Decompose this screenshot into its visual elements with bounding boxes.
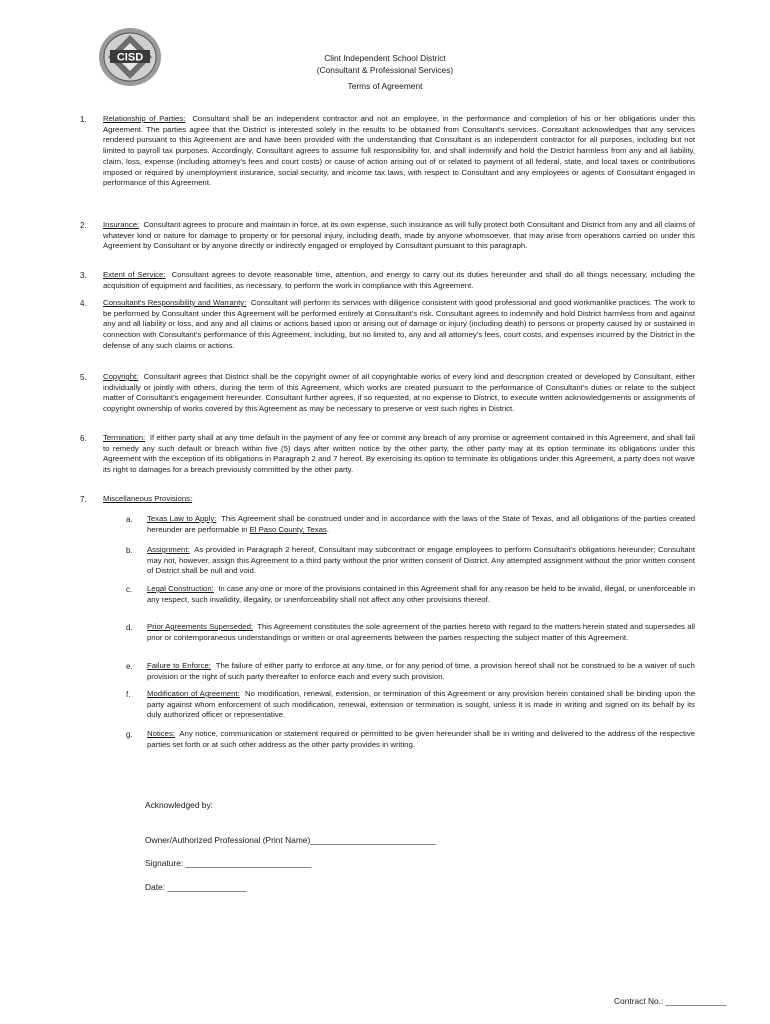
provision-title: Legal Construction: [147, 584, 214, 593]
provision-text: In case any one or more of the provisions contained in this Agreement shall for any reason be held to be invalid, illegal, or unenforceable in any respect, such invalidity, illegality, or unenforceability shall not affect any other provisions thereof. [147, 584, 696, 604]
section-text: Consultant will perform its services with diligence consistent with good professional and good workmanlike practices. The work to be performed by Consultant under this Agreement will be performed entirely at Consultant's risk. Consultant agrees to indemnify and hold District harmless from and against any and all liability or loss, and any and all claims or actions based upon or arising out of damage or injury (including death) to persons or property caused by or sustained in connection with Consultant's performance of this Agreement, including, but no limited to, any and all attorney's fees, court costs, and expenses incurred by the District in the defense of any such claims or actions. [103, 298, 695, 350]
provision-prior-agreements [147, 622, 695, 643]
section-number: 3. [80, 271, 87, 280]
section-title: Relationship of Parties: [103, 114, 186, 123]
provision-title: Prior Agreements Superseded: [147, 622, 254, 631]
signature-field[interactable]: Signature: ___________________________ [145, 858, 312, 868]
provision-text: Any notice, communication or statement required or permitted to be given hereunder shall be in writing and delivered to the address of the respective parties set forth or at such other address as the other party provides in writing. [147, 729, 696, 749]
section-miscellaneous [103, 494, 695, 505]
provision-modification [147, 689, 695, 721]
section-insurance [103, 220, 695, 252]
section-number: 1. [80, 115, 87, 124]
section-extent [103, 270, 695, 291]
provision-title: Failure to Enforce: [147, 661, 211, 670]
document-subtitle: (Consultant & Professional Services) [316, 65, 454, 75]
section-title: Consultant's Responsibility and Warranty: [103, 298, 247, 307]
provision-text: This Agreement shall be construed under and in accordance with the laws of the State of Texas, and all obligations of the parties created hereunder are performable in [147, 514, 695, 534]
acknowledged-label: Acknowledged by: [145, 800, 213, 810]
section-title: Termination: [103, 433, 146, 442]
provision-title: Notices: [147, 729, 175, 738]
provision-letter: b. [126, 546, 133, 555]
provision-letter: c. [126, 585, 133, 594]
provision-assignment [147, 545, 695, 577]
section-number: 4. [80, 299, 87, 308]
section-responsibility [103, 298, 695, 352]
contract-number-field[interactable]: Contract No.: _____________ [614, 996, 727, 1006]
provision-texas-law [147, 514, 695, 535]
section-text: Consultant agrees to devote reasonable time, attention, and energy to carry out its duties hereunder and shall do all things necessary, including the acquisition of equipment and facilities, as necessary, to perform the work in compliance with this Agreement. [103, 270, 695, 290]
district-name: Clint Independent School District [324, 53, 446, 63]
section-number: 5. [80, 373, 87, 382]
logo-text: CISD [116, 51, 144, 64]
provision-failure-to-enforce [147, 661, 695, 682]
section-number: 7. [80, 495, 87, 504]
provision-text: This Agreement constitutes the sole agreement of the parties hereto with regard to the matters herein stated and supersedes all prior or contemporaneous understandings or written or oral agreements between the parties respecting the subject matter of this Agreement. [147, 622, 695, 642]
provision-title: Texas Law to Apply: [147, 514, 217, 523]
provision-letter: a. [126, 515, 133, 524]
section-number: 6. [80, 434, 87, 443]
section-title: Miscellaneous Provisions: [103, 494, 193, 503]
provision-title: Assignment: [147, 545, 190, 554]
provision-title: Modification of Agreement: [147, 689, 240, 698]
section-number: 2. [80, 221, 87, 230]
section-relationship [103, 114, 695, 189]
section-termination [103, 433, 695, 476]
provision-letter: e. [126, 662, 133, 671]
date-field[interactable]: Date: _________________ [145, 882, 247, 892]
section-title: Extent of Service: [103, 270, 166, 279]
provision-text: The failure of either party to enforce at any time, or for any period of time, a provision hereof shall not be construed to be a waiver of such provision or the right of such party thereafter to enforce each and every such provision. [147, 661, 695, 681]
section-title: Insurance: [103, 220, 140, 229]
section-text: Consultant shall be an independent contractor and not an employee, in the performance and completion of his or her obligations under this Agreement. The parties agree that the District is interested solely in the results to be obtained from Consultant's services. Consultant acknowledges that any services rendered pursuant to this Agreement are and have been provided with the understanding that Consultant is an independent contractor for all purposes, including but not limited to payroll tax purposes. Accordingly, Consultant agrees to assume full responsibility for, and shall indemnify and hold the District harmless from any and all liability, claim, loss, expense (including attorney's fees and court costs) or cause of action arising out of or related to payment of all federal, state, and local taxes or contributions imposed or required by unemployment insurance, social security, and income tax laws, with respect to Consultant and any employees or agents of Consultant engaged in performance of this Agreement. [103, 114, 695, 188]
section-copyright [103, 372, 695, 415]
section-text: Consultant agrees that District shall be the copyright owner of all copyrightable works of every kind and description created or developed by Consultant, either individually or jointly with others, during the term of this Agreement, which works are created pursuant to the performance of Consultant's duties or relate to the subject matter of Consultant's engagement hereunder. Consultant further agrees, if so requested, at no expense to District, to execute written acknowledgements or assignments of copyright ownership of works covered by this Agreement as may be necessary to preserve or vest such rights in District. [103, 372, 695, 414]
section-text: Consultant agrees to procure and maintain in force, at its own expense, such insurance as will fully protect both Consultant and District from any and all claims of whatever kind or nature for damage to property or for personal injury, including death, made by anyone whomsoever, that may arise from operations carried on under this Agreement by Consultant or by anyone directly or indirectly engaged or employed by Consultant pursuant to this paragraph. [103, 220, 696, 251]
provision-legal-construction [147, 584, 695, 605]
section-text: If either party shall at any time default in the payment of any fee or commit any breach of any promise or agreement contained in this Agreement, and shall fail to remedy any such default or breach within five (5) days after written notice by the other party, the other party may at its option terminate its obligations under this Agreement with the exception of its obligations in Paragraph 2 and 7 hereof. By exercising its option to terminate its obligations under this Agreement, a party does not waive its right to damages for a breach previously committed by the other party. [103, 433, 695, 475]
provision-tail: . [326, 524, 329, 534]
provision-letter: f. [126, 690, 131, 699]
provision-text: As provided in Paragraph 2 hereof, Consultant may subcontract or engage employees to perform Consultant's obligations hereunder; Consultant may not, however, assign this Agreement to a third party without the prior written consent of District. Any attempted assignment without the prior written consent of District shall be null and void. [147, 545, 695, 576]
provision-letter: d. [126, 623, 133, 632]
owner-name-field[interactable]: Owner/Authorized Professional (Print Name)___________________________ [145, 835, 436, 845]
document-title: Terms of Agreement [347, 81, 423, 91]
section-title: Copyright: [103, 372, 139, 381]
provision-letter: g. [126, 730, 133, 739]
provision-text: No modification, renewal, extension, or termination of this Agreement or any provision herein contained shall be binding upon the party against whom enforcement of such modification, renewal, extension or termination is sought, unless it is made in writing and signed on its behalf by its duly authorized officer or representative. [147, 689, 696, 720]
provision-county-link: El Paso County, Texas [249, 524, 327, 534]
provision-notices [147, 729, 695, 750]
